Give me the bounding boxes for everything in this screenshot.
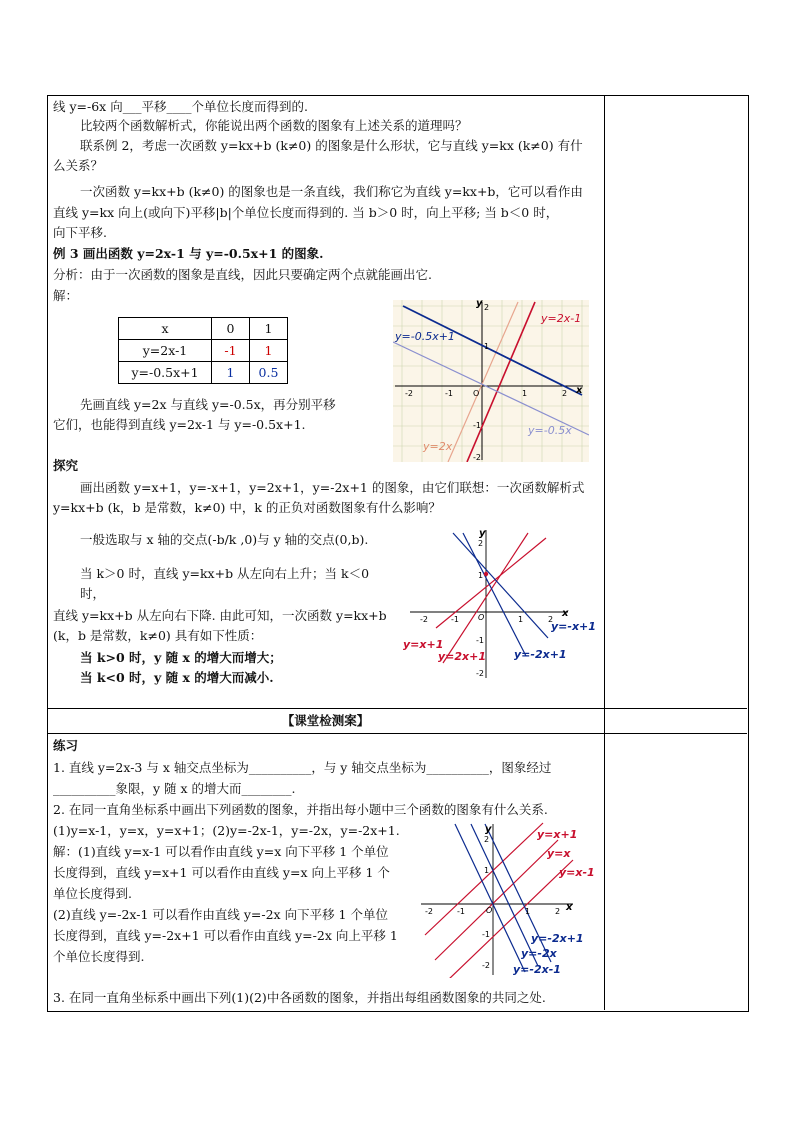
- property-line: 当 k>0 时，y 随 x 的增大而增大；: [80, 650, 282, 665]
- tick-label: 1: [522, 389, 528, 398]
- question-2-functions: (1)y=x-1，y=x，y=x+1；(2)y=-2x-1，y=-2x，y=-2x+1.: [53, 823, 400, 838]
- label-y-neg-2x-plus-1: y=-2x+1: [514, 648, 567, 661]
- axis-x-label: x: [562, 608, 569, 619]
- tick-label: 1: [484, 342, 490, 351]
- text-line: 联系例 2，考虑一次函数 y=kx+b (k≠0) 的图象是什么形状，它与直线 y=kx (k≠0) 有什: [80, 138, 583, 153]
- tick-label: -2: [482, 961, 490, 970]
- label-y-2x-plus-1: y=2x+1: [438, 650, 487, 663]
- label-y-x: y=x: [547, 847, 571, 860]
- tick-label: -2: [420, 615, 428, 624]
- tick-label: -2: [405, 389, 413, 398]
- axis-x-label: x: [576, 385, 583, 396]
- tick-label: 2: [478, 539, 484, 548]
- tick-label: 2: [548, 615, 554, 624]
- table-cell: y=2x-1: [119, 340, 212, 362]
- question-1: 1. 直线 y=2x-3 与 x 轴交点坐标为__________，与 y 轴交点坐标为__________，图象经过: [53, 760, 552, 775]
- table-header: x: [119, 318, 212, 340]
- label-y-2x: y=2x: [423, 440, 453, 453]
- table-header: 0: [212, 318, 250, 340]
- text-line: 比较两个函数解析式，你能说出两个函数的图象有上述关系的道理吗？: [80, 118, 468, 133]
- table-header: 1: [250, 318, 288, 340]
- text-line: 解：: [53, 288, 79, 303]
- text-line: 时，: [80, 586, 106, 601]
- tick-label: 1: [484, 866, 490, 875]
- column-divider: [604, 95, 605, 1010]
- table-cell: 1: [212, 362, 250, 384]
- origin-label: O: [473, 389, 480, 398]
- property-line: 当 k<0 时，y 随 x 的增大而减小.: [80, 670, 274, 685]
- value-table: [118, 317, 288, 384]
- tick-label: 2: [562, 389, 568, 398]
- label-y-2x-minus-1: y=2x-1: [541, 312, 582, 325]
- label-y-neg-2x-minus-1: y=-2x-1: [513, 963, 561, 976]
- tick-label: -1: [451, 615, 459, 624]
- table-cell: -1: [212, 340, 250, 362]
- question-2: 2. 在同一直角坐标系中画出下列函数的图象，并指出每小题中三个函数的图象有什么关系.: [53, 802, 548, 817]
- tick-label: 1: [525, 907, 531, 916]
- example-title: 例 3 画出函数 y=2x-1 与 y=-0.5x+1 的图象.: [53, 246, 324, 261]
- tick-label: -2: [425, 907, 433, 916]
- label-y-x-plus-1: y=x+1: [537, 828, 578, 841]
- tick-label: 1: [478, 571, 484, 580]
- tick-label: -1: [476, 636, 484, 645]
- text-line: 当 k＞0 时，直线 y=kx+b 从左向右上升；当 k＜0: [80, 566, 370, 581]
- text-line: 一次函数 y=kx+b (k≠0) 的图象也是一条直线，我们称它为直线 y=kx+b，它可以看作由: [80, 184, 583, 199]
- answer-line: 解：(1)直线 y=x-1 可以看作由直线 y=x 向下平移 1 个单位: [53, 844, 389, 859]
- text-line: 向下平移.: [53, 225, 107, 240]
- axis-y-label: y: [479, 528, 486, 539]
- graph-explore: [398, 528, 602, 680]
- text-line: (k，b 是常数，k≠0) 具有如下性质：: [53, 628, 263, 643]
- table-cell: 1: [250, 340, 288, 362]
- text-line: 线 y=-6x 向___平移____个单位长度而得到的.: [53, 99, 308, 114]
- question-3: 3. 在同一直角坐标系中画出下列(1)(2)中各函数的图象，并指出每组函数图象的共同之处.: [53, 990, 546, 1005]
- text-line: 画出函数 y=x+1，y=-x+1，y=2x+1，y=-2x+1 的图象，由它们联想：一次函数解析式: [80, 480, 585, 495]
- tick-label: 2: [484, 303, 490, 312]
- tick-label: -1: [445, 389, 453, 398]
- tick-label: 1: [518, 615, 524, 624]
- text-line: y=kx+b (k，b 是常数，k≠0) 中，k 的正负对函数图象有什么影响？: [53, 500, 441, 515]
- text-line: 先画直线 y=2x 与直线 y=-0.5x，再分别平移: [80, 397, 336, 412]
- label-y-x-minus-1: y=x-1: [559, 866, 595, 879]
- tick-label: 2: [484, 835, 490, 844]
- label-y-neg-2x: y=-2x: [521, 947, 557, 960]
- tick-label: 2: [555, 907, 561, 916]
- tick-label: -1: [457, 907, 465, 916]
- graph-practice: [413, 820, 603, 978]
- origin-label: O: [486, 906, 493, 915]
- label-y-x-plus-1: y=x+1: [403, 638, 444, 651]
- practice-title: 练习: [53, 738, 79, 753]
- tick-label: -1: [473, 421, 481, 430]
- answer-line: (2)直线 y=-2x-1 可以看作由直线 y=-2x 向下平移 1 个单位: [53, 907, 388, 922]
- label-y-neg-half-x-plus-1: y=-0.5x+1: [395, 330, 455, 343]
- question-1-cont: __________象限，y 随 x 的增大而________.: [53, 781, 296, 796]
- origin-label: O: [478, 613, 485, 622]
- explore-title: 探究: [53, 458, 79, 473]
- tick-label: -2: [476, 669, 484, 678]
- tick-label: -2: [473, 453, 481, 462]
- text-line: 直线 y=kx 向上(或向下)平移|b|个单位长度而得到的. 当 b＞0 时，向上平移; 当 b＜0 时，: [53, 205, 559, 220]
- section-title: 【课堂检测案】: [281, 713, 370, 728]
- graph-example3: [393, 300, 589, 462]
- text-line: 直线 y=kx+b 从左向右下降. 由此可知，一次函数 y=kx+b: [53, 608, 387, 623]
- row-divider-1: [47, 708, 747, 709]
- text-line: 一般选取与 x 轴的交点(-b/k ,0)与 y 轴的交点(0,b).: [80, 532, 369, 547]
- answer-line: 长度得到，直线 y=x+1 可以看作由直线 y=x 向上平移 1 个: [53, 865, 390, 880]
- table-cell: y=-0.5x+1: [119, 362, 212, 384]
- axis-y-label: y: [485, 824, 492, 835]
- table-cell: 0.5: [250, 362, 288, 384]
- tick-label: -1: [482, 930, 490, 939]
- label-y-neg-2x-plus-1: y=-2x+1: [531, 932, 584, 945]
- answer-line: 单位长度得到.: [53, 886, 132, 901]
- text-line: 它们，也能得到直线 y=2x-1 与 y=-0.5x+1.: [53, 417, 306, 432]
- axis-x-label: x: [566, 902, 573, 913]
- axis-y-label: y: [476, 300, 483, 309]
- row-divider-2: [47, 733, 747, 734]
- text-line: 么关系？: [53, 158, 104, 173]
- label-y-neg-half-x: y=-0.5x: [528, 424, 572, 437]
- label-y-neg-x-plus-1: y=-x+1: [551, 620, 596, 633]
- text-line: 分析：由于一次函数的图象是直线，因此只要确定两个点就能画出它.: [53, 267, 432, 282]
- answer-line: 长度得到，直线 y=-2x+1 可以看作由直线 y=-2x 向上平移 1: [53, 928, 398, 943]
- answer-line: 个单位长度得到.: [53, 949, 145, 964]
